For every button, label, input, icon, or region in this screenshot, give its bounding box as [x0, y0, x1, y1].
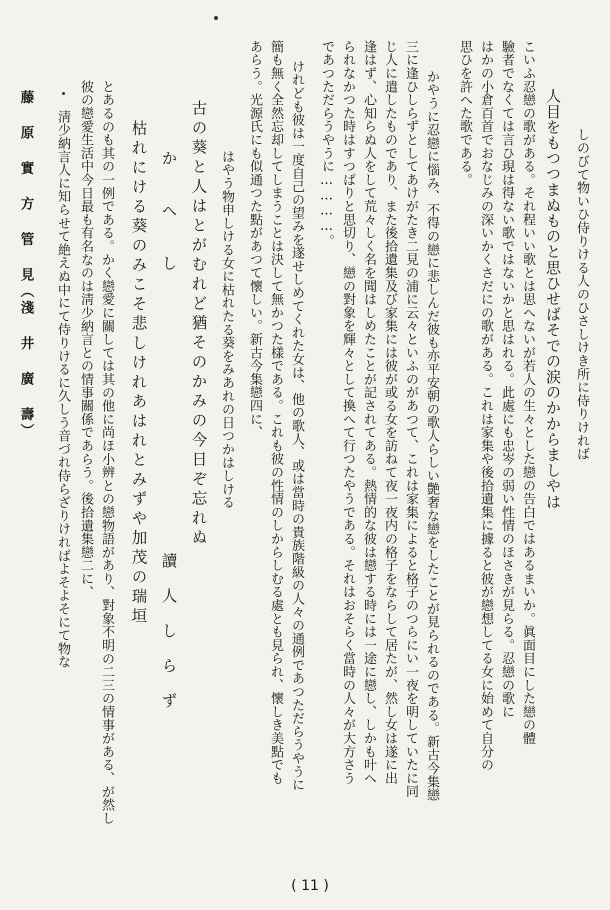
ink-speck	[62, 92, 65, 95]
text-column: 淸少納言人に知らせて絶えぬ中にて侍りけるに久しう音づれ侍らざりければよそよそにて物な	[55, 110, 70, 669]
text-column: 簡も無く全然忘却してしまうことは決して無かつた樣である。これも彼の性情のしからしむる處とも見られ、懷しき美點でも	[268, 40, 283, 785]
text-column: かやうに忍戀に惱み、不得の戀に悲しんだ彼も亦平安朝の歌人らしい艶奢な戀をしたことが見られるのである。新古今集戀	[424, 70, 439, 802]
text-column: じ人に遣したものであり、また後拾遺集及び家集には彼が或る女を訪ねて夜一夜内の格子をならして居たが、然し女は遂に出	[382, 40, 397, 785]
text-column: 三に逢ひしらずとしてあけがたき二見の浦に云々といふのがあつて、これは家集によると格子のつらにい一夜を明していたに同	[403, 40, 418, 799]
poem-heading: しのびて物いひ侍りける人のひさしけき所に侍りければ	[574, 128, 589, 461]
text-column: 思ひを許へた歌である。	[457, 40, 472, 187]
poem-line: 枯れにける葵のみこそ悲しけれあはれとみずや加茂の瑞垣	[129, 120, 148, 627]
text-column: られなかつた時はすつぱりと思切り、戀の對象を輝々として換へて行つたやうである。それはおそらく當時の人々が大方さう	[340, 40, 355, 785]
text-column: あらう。光源氏にも似通つた點があつて懷しい。新古今集戀四に、	[247, 40, 262, 439]
text-column: 驗者でなくては言ひ現は得ない歌ではないかと思はれる。此處にも忠岑の弱い性情のほさきが見らる。忍戀の歌に	[499, 40, 514, 719]
text-column: はかの小倉百首でおなじみの深いかくさだにの歌がある。これは家集や後拾遺集に據ると彼が戀想してる女に始めて自分の	[478, 40, 493, 772]
poem-attribution: か へ し 讀 人 し ら ず	[159, 150, 178, 710]
text-column: こいふ忍戀の歌がある。それ程いい歌とは思へないが若人の生々とした戀の告白ではあるまいか。眞面目にした戀の體	[520, 40, 535, 745]
text-column: であつただらうやうに…………。	[319, 40, 334, 248]
poem-line: 人目をもつつまぬものと思ひせばそでの涙のかからましやは	[544, 88, 562, 510]
page-number: ( 11 )	[291, 878, 329, 894]
text-column: とあるのも其の一例である。かく戀愛に關しては其の他に尚ほ小辨との戀物語があり、對象不明の二三の情事がある、が然し	[99, 80, 114, 825]
ink-speck	[214, 16, 218, 20]
poem-heading: はやう物申しける女に枯れたる葵をみあれの日つかはしける	[219, 150, 234, 510]
text-column: けれども彼は一度自己の望みを遂せしめてくれた女は、他の歌人、或は當時の貴族階級の人々の通例であつただらうやうに	[289, 60, 304, 792]
text-column: 逢はず、心知らぬ人をして荒々しく名を聞はしめたことが記されてある。熱情的な彼は戀する時には一途に戀し、しかも叶へ	[361, 40, 376, 785]
running-title: 藤 原 實 方 管 見（淺 井 廣 壽）	[17, 90, 34, 440]
text-column: 彼の戀愛生活中今日最も有名なのは淸少納言との情事關係であらう。後拾遺集戀二に、	[78, 80, 93, 599]
poem-line: 古の葵と人はとがむれど猶そのかみの今日ぞ忘れぬ	[189, 100, 208, 549]
